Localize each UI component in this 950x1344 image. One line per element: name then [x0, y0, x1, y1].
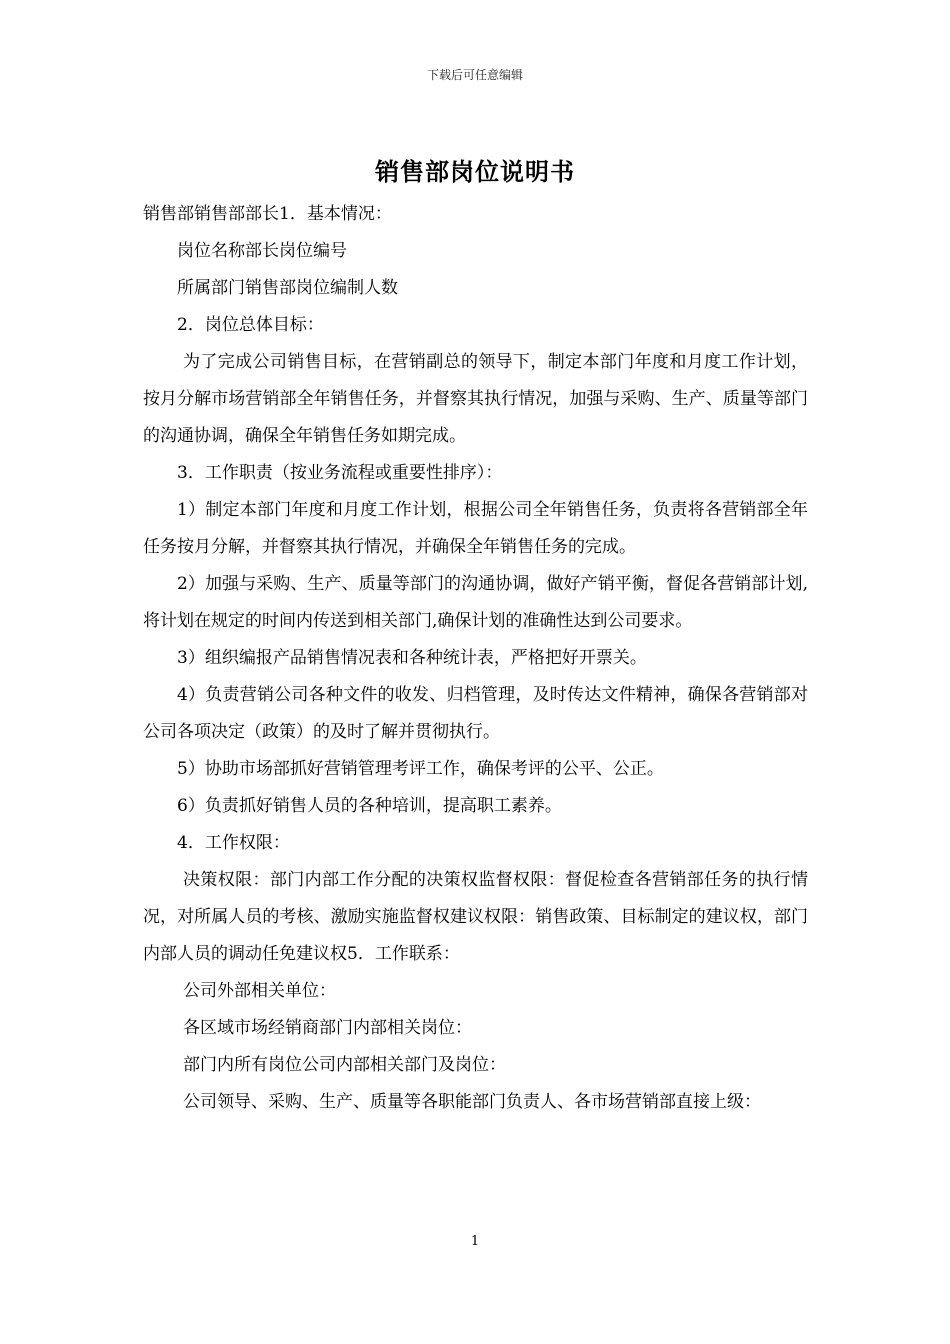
paragraph-duty-6: 6）负责抓好销售人员的各种培训，提高职工素养。: [177, 796, 562, 816]
paragraph-authority-heading: 4．工作权限：: [177, 833, 290, 853]
paragraph-duty-4: 4）负责营销公司各种文件的收发、归档管理，及时传达文件精神，确保各营销部对公司各项决定（政策）的及时了解并贯彻执行。: [143, 685, 808, 742]
paragraph-duty-3: 3）组织编报产品销售情况表和各种统计表，严格把好开票关。: [177, 648, 647, 668]
paragraph-position-name: 岗位名称部长岗位编号: [177, 241, 347, 261]
document-title: 销售部岗位说明书: [375, 158, 575, 186]
paragraph-goal-heading: 2．岗位总体目标：: [177, 315, 324, 335]
paragraph-external-units: 公司外部相关单位：: [183, 981, 336, 1001]
paragraph-regional-dealers: 各区域市场经销商部门内部相关岗位：: [183, 1018, 472, 1038]
header-note: 下载后可任意编辑: [426, 68, 523, 82]
paragraph-duty-2: 2）加强与采购、生产、质量等部门的沟通协调，做好产销平衡，督促各营销部计划,将计划在规定的时间内传送到相关部门,确保计划的准确性达到公司要求。: [143, 574, 808, 631]
paragraph-goal: 为了完成公司销售目标，在营销副总的领导下，制定本部门年度和月度工作计划，按月分解市场营销部全年销售任务，并督察其执行情况，加强与采购、生产、质量等部门的沟通协调，确保全年销售任务如期完成。: [143, 352, 808, 446]
document-body: [143, 196, 808, 1121]
paragraph-duty-5: 5）协助市场部抓好营销管理考评工作，确保考评的公平、公正。: [177, 759, 664, 779]
page-number: 1: [470, 1234, 480, 1249]
paragraph-duty-1: 1）制定本部门年度和月度工作计划，根据公司全年销售任务，负责将各营销部全年任务按月分解，并督察其执行情况，并确保全年销售任务的完成。: [143, 500, 808, 557]
paragraph-basic-info: 销售部销售部部长1．基本情况：: [143, 204, 392, 224]
paragraph-company-leaders: 公司领导、采购、生产、质量等各职能部门负责人、各市场营销部直接上级：: [183, 1092, 761, 1112]
paragraph-department: 所属部门销售部岗位编制人数: [177, 278, 398, 298]
paragraph-internal-positions: 部门内所有岗位公司内部相关部门及岗位：: [183, 1055, 506, 1075]
paragraph-duties-heading: 3．工作职责（按业务流程或重要性排序）：: [177, 463, 503, 483]
paragraph-authority: 决策权限：部门内部工作分配的决策权监督权限：督促检查各营销部任务的执行情况，对所属人员的考核、激励实施监督权建议权限：销售政策、目标制定的建议权，部门内部人员的调动任免建议权5．工作联系：: [143, 870, 808, 964]
